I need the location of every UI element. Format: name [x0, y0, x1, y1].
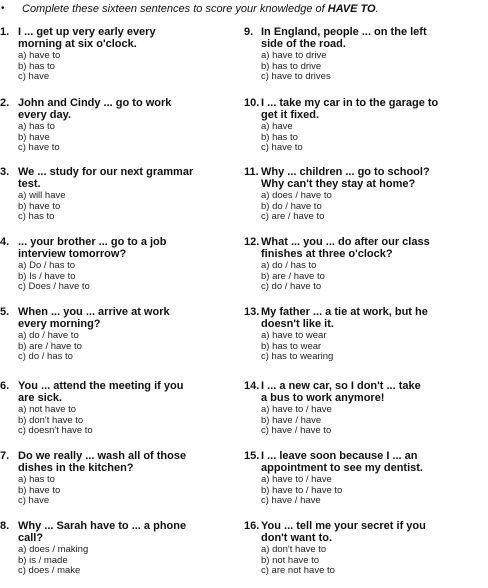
- answer-options: [261, 191, 332, 223]
- question-number: 3.: [0, 166, 10, 178]
- question-text: [18, 450, 186, 474]
- answer-options: [18, 331, 82, 363]
- bullet-icon: •: [1, 3, 5, 14]
- answer-option-b[interactable]: b) don't have to: [18, 414, 84, 426]
- question-text-line: doesn't like it.: [261, 318, 334, 330]
- answer-option-c[interactable]: c) has to wearing: [261, 351, 334, 362]
- question-text-line: What ... you ... do after our class: [261, 236, 430, 248]
- answer-option-c[interactable]: c) have to: [261, 142, 303, 153]
- answer-options: [18, 545, 88, 577]
- question-text-line: test.: [18, 178, 41, 190]
- question-text: [18, 380, 183, 404]
- question-text-line: ... your brother ... go to a job: [18, 236, 167, 248]
- answer-option-b[interactable]: b) not have to: [261, 554, 320, 566]
- question-text-line: a bus to work anymore!: [261, 392, 385, 404]
- question-text-line: interview tomorrow?: [18, 248, 127, 260]
- instructions: [0, 3, 488, 19]
- answer-option-a[interactable]: a) has to: [18, 121, 55, 132]
- answer-option-a[interactable]: a) does / have to: [261, 190, 332, 201]
- instruction-text-start: Complete these sixteen sentences to score your knowledge of: [22, 3, 328, 15]
- answer-options: [261, 51, 331, 83]
- answer-option-b[interactable]: b) has to drive: [261, 60, 322, 72]
- answer-option-a[interactable]: a) has to: [18, 474, 55, 485]
- answer-option-c[interactable]: c) have / have to: [261, 425, 332, 436]
- question-text-line: every day.: [18, 109, 72, 121]
- question-number: 7.: [0, 450, 10, 462]
- answer-option-b[interactable]: b) do / have to: [261, 200, 322, 212]
- answer-option-b[interactable]: b) have to / have to: [261, 484, 343, 496]
- question-number: 12.: [244, 236, 260, 248]
- question-number: 11.: [244, 166, 259, 178]
- answer-options: [18, 51, 60, 83]
- answer-options: [18, 191, 66, 223]
- answer-option-a[interactable]: a) don't have to: [261, 544, 327, 555]
- answer-option-c[interactable]: c) have: [18, 495, 50, 506]
- answer-option-c[interactable]: c) Does / have to: [18, 281, 90, 292]
- question-text: [261, 166, 430, 190]
- question-text-line: We ... study for our next grammar: [18, 166, 194, 178]
- answer-option-a[interactable]: a) have to: [18, 50, 61, 61]
- answer-option-c[interactable]: c) doesn't have to: [18, 425, 93, 436]
- question-text: [261, 306, 428, 330]
- answer-option-b[interactable]: b) has to: [18, 60, 55, 72]
- question-number: 6.: [0, 380, 10, 392]
- instruction-text-end: .: [375, 3, 379, 15]
- question-number: 15.: [244, 450, 260, 462]
- answer-options: [18, 475, 60, 507]
- question-text-line: Do we really ... wash all of those: [18, 450, 187, 462]
- question-number: 9.: [244, 26, 254, 38]
- question-text-line: When ... you ... arrive at work: [18, 306, 170, 318]
- question-text: [261, 380, 421, 404]
- answer-option-c[interactable]: c) have / have: [261, 495, 321, 506]
- answer-option-a[interactable]: a) do / have to: [18, 330, 79, 341]
- answer-options: [261, 331, 333, 363]
- question-text-line: morning at six o'clock.: [18, 38, 137, 50]
- answer-option-a[interactable]: a) have to / have: [261, 404, 332, 415]
- answer-option-c[interactable]: c) does / make: [18, 565, 81, 576]
- question-text-line: My father ... a tie at work, but he: [261, 306, 428, 318]
- question-text-line: You ... tell me your secret if you: [261, 520, 426, 532]
- question-text: [18, 520, 186, 544]
- question-text: [18, 97, 171, 121]
- answer-options: [18, 122, 60, 154]
- question-text: [18, 26, 156, 50]
- question-text-line: I ... take my car in to the garage to: [261, 97, 439, 109]
- question-text: [261, 26, 427, 50]
- answer-option-b[interactable]: b) have to: [18, 484, 61, 496]
- question-number: 16.: [244, 520, 260, 532]
- question-text: [18, 166, 193, 190]
- answer-option-c[interactable]: c) are not have to: [261, 565, 335, 576]
- question-text-line: call?: [18, 532, 44, 544]
- question-text-line: get it fixed.: [261, 109, 320, 121]
- question-text: [261, 236, 430, 260]
- answer-option-a[interactable]: a) do / has to: [261, 260, 317, 271]
- question-number: 14.: [244, 380, 260, 392]
- question-text-line: side of the road.: [261, 38, 346, 50]
- answer-option-b[interactable]: b) has to: [261, 131, 298, 143]
- answer-option-c[interactable]: c) are / have to: [261, 211, 325, 222]
- question-text: [18, 236, 167, 260]
- answer-option-a[interactable]: a) will have: [18, 190, 66, 201]
- answer-option-a[interactable]: a) does / making: [18, 544, 89, 555]
- answer-options: [261, 405, 332, 437]
- question-text-line: appointment to see my dentist.: [261, 462, 423, 474]
- answer-option-c[interactable]: c) do / have to: [261, 281, 322, 292]
- answer-options: [261, 475, 342, 507]
- answer-option-b[interactable]: b) have: [18, 131, 50, 143]
- answer-option-a[interactable]: a) not have to: [18, 404, 77, 415]
- question-text-line: every morning?: [18, 318, 101, 330]
- answer-options: [261, 545, 335, 577]
- question-text-line: You ... attend the meeting if you: [18, 380, 184, 392]
- question-text: [18, 306, 170, 330]
- question-text-line: John and Cindy ... go to work: [18, 97, 172, 109]
- question-text: [261, 97, 438, 121]
- question-text-line: I ... leave soon because I ... an: [261, 450, 418, 462]
- answer-option-c[interactable]: c) do / has to: [18, 351, 73, 362]
- question-number: 1.: [0, 26, 10, 38]
- answer-option-a[interactable]: a) have to drive: [261, 50, 327, 61]
- answer-option-b[interactable]: b) are / have to: [261, 270, 325, 282]
- question-text-line: don't want to.: [261, 532, 333, 544]
- answer-option-a[interactable]: a) have to wear: [261, 330, 327, 341]
- question-text-line: Why can't they stay at home?: [261, 178, 416, 190]
- question-text-line: are sick.: [18, 392, 63, 404]
- question-text-line: dishes in the kitchen?: [18, 462, 134, 474]
- question-text-line: I ... get up very early every: [18, 26, 156, 38]
- question-number: 8.: [0, 520, 10, 532]
- answer-option-a[interactable]: a) have: [261, 121, 293, 132]
- answer-option-b[interactable]: b) have to: [18, 200, 61, 212]
- answer-options: [18, 261, 90, 293]
- answer-options: [18, 405, 93, 437]
- answer-options: [261, 261, 325, 293]
- answer-option-b[interactable]: b) are / have to: [18, 340, 82, 352]
- question-text-line: I ... a new car, so I don't ... take: [261, 380, 421, 392]
- question-text: [261, 520, 426, 544]
- answer-option-b[interactable]: b) have / have: [261, 414, 322, 426]
- instruction-text-bold: HAVE TO: [327, 3, 376, 15]
- answer-option-a[interactable]: a) have to / have: [261, 474, 332, 485]
- answer-option-c[interactable]: c) has to: [18, 211, 55, 222]
- question-text-line: In England, people ... on the left: [261, 26, 427, 38]
- answer-options: [261, 122, 303, 154]
- answer-option-b[interactable]: b) Is / have to: [18, 270, 76, 282]
- answer-option-a[interactable]: a) Do / has to: [18, 260, 76, 271]
- question-text: [261, 450, 423, 474]
- answer-option-b[interactable]: b) has to wear: [261, 340, 322, 352]
- answer-option-c[interactable]: c) have: [18, 71, 50, 82]
- answer-option-b[interactable]: b) is / made: [18, 554, 68, 566]
- question-number: 4.: [0, 236, 10, 248]
- question-number: 10.: [244, 97, 260, 109]
- instruction-text: [22, 3, 379, 15]
- question-text-line: finishes at three o'clock?: [261, 248, 393, 260]
- question-text-line: Why ... Sarah have to ... a phone: [18, 520, 187, 532]
- question-number: 13.: [244, 306, 260, 318]
- answer-option-c[interactable]: c) have to: [18, 142, 60, 153]
- answer-option-c[interactable]: c) have to drives: [261, 71, 331, 82]
- question-text-line: Why ... children ... go to school?: [261, 166, 430, 178]
- question-number: 5.: [0, 306, 10, 318]
- question-number: 2.: [0, 97, 10, 109]
